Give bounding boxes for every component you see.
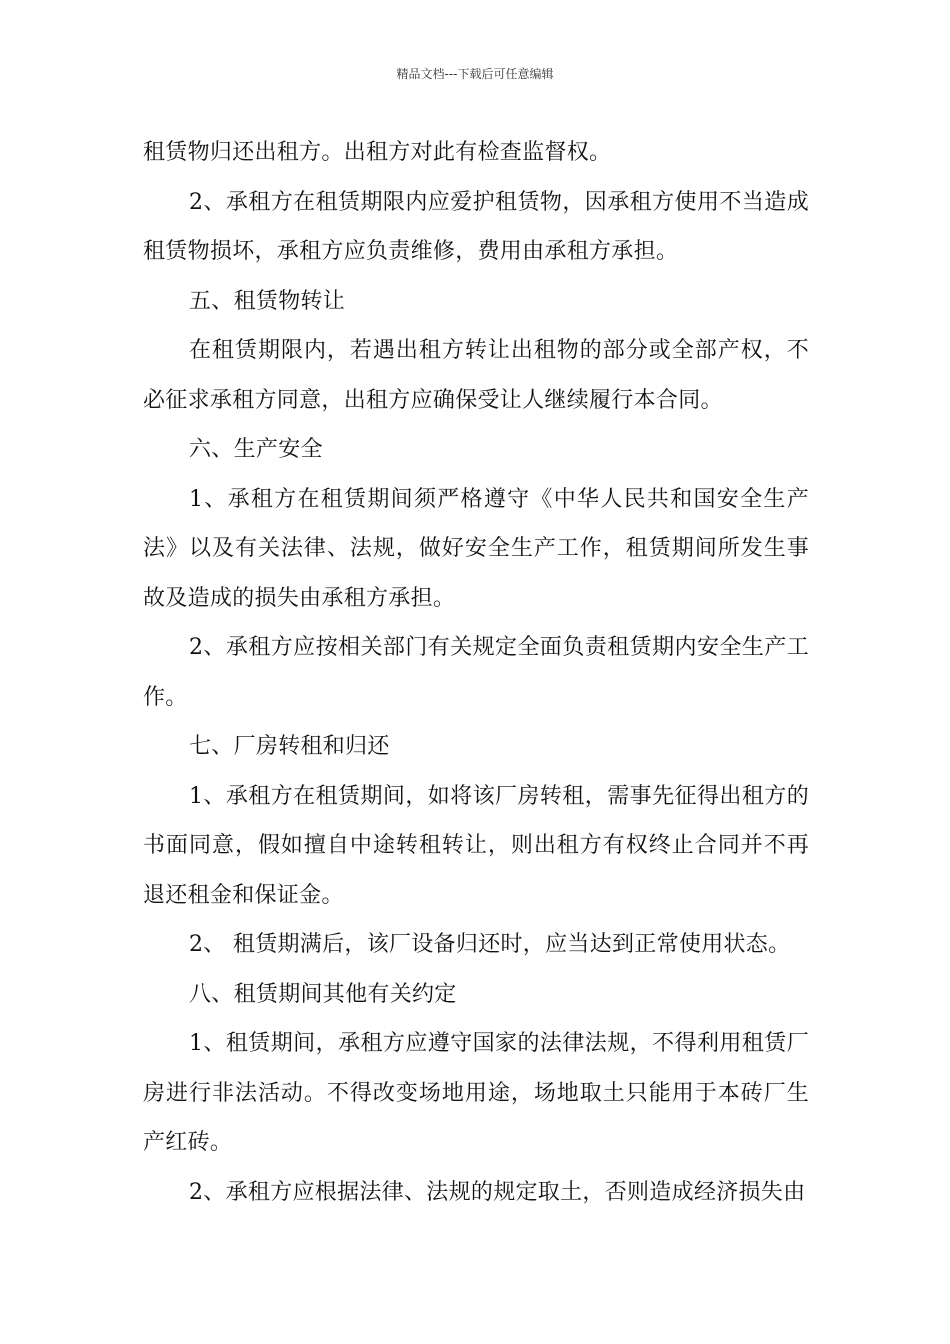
paragraph-safety-law-clause: 1、承租方在租赁期间须严格遵守《中华人民共和国安全生产法》以及有关法律、法规，做好安全生产工作，租赁期间所发生事故及造成的损失由承租方承担。: [143, 486, 809, 611]
paragraph-safety-responsibility-clause: 2、承租方应按相关部门有关规定全面负责租赁期内安全生产工作。: [143, 635, 809, 710]
paragraph-maintenance-clause: 2、承租方在租赁期限内应爱护租赁物，因承租方使用不当造成租赁物损坏，承租方应负责维修，费用由承租方承担。: [143, 189, 809, 264]
paragraph-return-condition-clause: 2、 租赁期满后，该厂设备归还时，应当达到正常使用状态。: [189, 932, 791, 957]
section-heading-transfer: 五、租赁物转让: [189, 288, 346, 314]
paragraph-lawful-use-clause: 1、租赁期间，承租方应遵守国家的法律法规，不得利用租赁厂房进行非法活动。不得改变场地用途，场地取土只能用于本砖厂生产红砖。: [143, 1031, 809, 1155]
document-body: [143, 128, 809, 1217]
section-heading-sublease: 七、厂房转租和归还: [189, 734, 390, 759]
page-header: 精品文档---下载后可任意编辑: [396, 67, 554, 81]
section-heading-safety: 六、生产安全: [189, 437, 323, 462]
paragraph-soil-extraction-clause: 2、承租方应根据法律、法规的规定取土，否则造成经济损失由: [189, 1179, 806, 1205]
section-heading-other-terms: 八、租赁期间其他有关约定: [189, 981, 457, 1007]
paragraph-return-clause: 租赁物归还出租方。出租方对此有检查监督权。: [143, 140, 612, 165]
paragraph-transfer-clause: 在租赁期限内，若遇出租方转让出租物的部分或全部产权，不必征求承租方同意，出租方应确保受让人继续履行本合同。: [143, 338, 809, 413]
paragraph-sublease-clause: 1、承租方在租赁期间，如将该厂房转租，需事先征得出租方的书面同意，假如擅自中途转租转让，则出租方有权终止合同并不再退还租金和保证金。: [143, 783, 809, 908]
